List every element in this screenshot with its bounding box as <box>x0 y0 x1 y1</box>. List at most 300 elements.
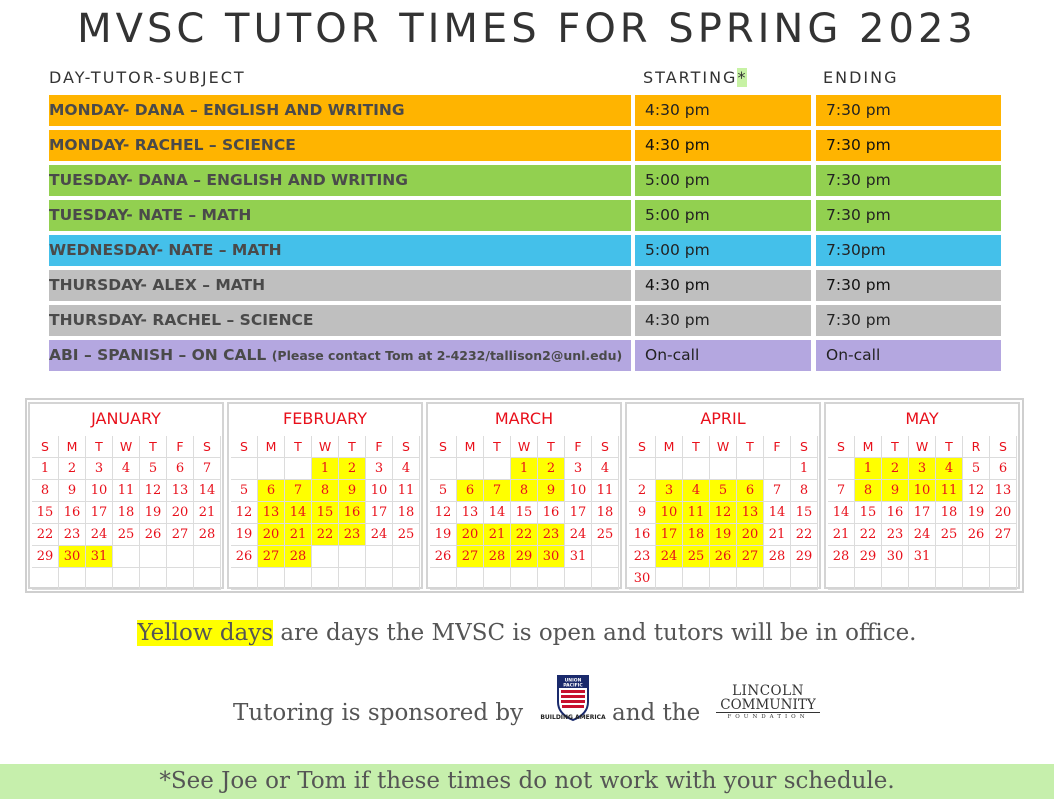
calendar-day: 13 <box>167 480 194 502</box>
calendar-day: 30 <box>538 546 565 568</box>
calendar-day: 27 <box>737 546 764 568</box>
calendar-empty-cell <box>285 568 312 590</box>
calendar-empty-cell <box>963 546 990 568</box>
calendar-empty-cell <box>339 546 366 568</box>
schedule-start-time: 4:30 pm <box>635 270 811 301</box>
calendar-day: 22 <box>855 524 882 546</box>
month-march <box>426 402 622 589</box>
calendar-empty-cell <box>990 568 1017 590</box>
calendar-day: 20 <box>258 524 285 546</box>
calendar-empty-cell <box>59 568 86 590</box>
calendar-day: 23 <box>538 524 565 546</box>
calendar-day: 31 <box>565 546 592 568</box>
schedule-start-time: On-call <box>635 340 811 371</box>
calendar-empty-cell <box>511 568 538 590</box>
union-pacific-shield-line2: PACIFIC <box>563 683 583 689</box>
calendar-day: 7 <box>828 480 855 502</box>
calendar-day: 29 <box>855 546 882 568</box>
weekday-header: S <box>194 436 221 458</box>
calendar-day: 27 <box>990 524 1017 546</box>
calendar-day: 10 <box>656 502 683 524</box>
month-name: JANUARY <box>91 409 161 428</box>
calendar-day: 19 <box>140 502 167 524</box>
schedule-subject-note: (Please contact Tom at 2-4232/tallison2@unl.edu) <box>271 348 623 363</box>
calendar-empty-cell <box>936 546 963 568</box>
calendar-day: 25 <box>936 524 963 546</box>
schedule-subject-label: MONDAY- DANA – ENGLISH AND WRITING <box>49 101 405 119</box>
calendar-empty-cell <box>764 458 791 480</box>
schedule-start-time: 4:30 pm <box>635 130 811 161</box>
weekday-header: M <box>258 436 285 458</box>
calendar-empty-cell <box>258 458 285 480</box>
weekday-header: S <box>592 436 619 458</box>
calendar-day: 16 <box>59 502 86 524</box>
calendar-day: 2 <box>59 458 86 480</box>
calendar-empty-cell <box>737 568 764 590</box>
calendar-day: 27 <box>167 524 194 546</box>
calendar-day: 18 <box>393 502 420 524</box>
calendar-empty-cell <box>656 568 683 590</box>
calendar-empty-cell <box>231 458 258 480</box>
calendar-day: 21 <box>764 524 791 546</box>
legend-rest: are days the MVSC is open and tutors will be in office. <box>273 620 917 646</box>
calendar-day: 8 <box>312 480 339 502</box>
legend-text <box>0 620 1054 646</box>
calendar-day: 16 <box>339 502 366 524</box>
lincoln-community-foundation-logo <box>716 684 820 722</box>
weekday-header: S <box>828 436 855 458</box>
calendar-day: 10 <box>909 480 936 502</box>
schedule-subject-label: THURSDAY- ALEX – MATH <box>49 276 266 294</box>
calendar-day: 5 <box>963 458 990 480</box>
weekday-header: T <box>339 436 366 458</box>
schedule-subject <box>49 95 631 126</box>
calendar-day: 12 <box>710 502 737 524</box>
calendar-empty-cell <box>592 568 619 590</box>
calendar-day: 2 <box>538 458 565 480</box>
sponsor-and-text: and the <box>612 700 701 726</box>
calendar-day: 18 <box>683 524 710 546</box>
calendar-day: 21 <box>828 524 855 546</box>
weekday-header: W <box>710 436 737 458</box>
calendar-empty-cell <box>194 546 221 568</box>
calendar-empty-cell <box>258 568 285 590</box>
weekday-header: T <box>285 436 312 458</box>
calendar-day: 10 <box>86 480 113 502</box>
calendar-day: 1 <box>511 458 538 480</box>
weekday-header: S <box>393 436 420 458</box>
calendar-day: 29 <box>511 546 538 568</box>
calendar-day: 21 <box>285 524 312 546</box>
calendar-day: 12 <box>430 502 457 524</box>
weekday-header: T <box>936 436 963 458</box>
schedule-subject-label: ABI – SPANISH – ON CALL <box>49 346 267 364</box>
calendar-day: 25 <box>113 524 140 546</box>
calendar-day: 11 <box>683 502 710 524</box>
calendar-day: 19 <box>710 524 737 546</box>
calendar-day: 27 <box>457 546 484 568</box>
calendar-day: 30 <box>59 546 86 568</box>
calendar-day: 24 <box>565 524 592 546</box>
calendar-day: 20 <box>737 524 764 546</box>
calendar-empty-cell <box>565 568 592 590</box>
calendar-day: 3 <box>86 458 113 480</box>
calendar-day: 4 <box>936 458 963 480</box>
calendar-empty-cell <box>430 458 457 480</box>
calendar-day: 2 <box>339 458 366 480</box>
calendar-day: 9 <box>882 480 909 502</box>
weekday-header: F <box>366 436 393 458</box>
calendar-day: 15 <box>511 502 538 524</box>
calendar-empty-cell <box>484 568 511 590</box>
calendar-empty-cell <box>828 568 855 590</box>
calendar-day: 31 <box>86 546 113 568</box>
calendar-day: 6 <box>258 480 285 502</box>
calendar-day: 23 <box>882 524 909 546</box>
lcf-line3: FOUNDATION <box>727 714 809 720</box>
calendar-day: 14 <box>285 502 312 524</box>
calendar-empty-cell <box>656 458 683 480</box>
calendar-day: 3 <box>909 458 936 480</box>
calendar-day: 7 <box>764 480 791 502</box>
schedule-subject <box>49 200 631 231</box>
calendar-day: 24 <box>656 546 683 568</box>
weekday-header: T <box>683 436 710 458</box>
calendar-day: 28 <box>194 524 221 546</box>
calendar-day: 6 <box>737 480 764 502</box>
calendar-day: 16 <box>538 502 565 524</box>
schedule-subject <box>49 305 631 336</box>
calendar-day: 20 <box>990 502 1017 524</box>
calendar-day: 9 <box>538 480 565 502</box>
calendar-day: 24 <box>909 524 936 546</box>
weekday-header: T <box>140 436 167 458</box>
month-name: MARCH <box>494 409 554 428</box>
weekday-header: F <box>565 436 592 458</box>
calendar-day: 23 <box>59 524 86 546</box>
calendar-day: 1 <box>312 458 339 480</box>
weekday-header: M <box>656 436 683 458</box>
calendar-day: 5 <box>710 480 737 502</box>
calendar-empty-cell <box>86 568 113 590</box>
sponsor-text: Tutoring is sponsored by <box>233 700 524 726</box>
calendar-empty-cell <box>312 546 339 568</box>
calendar-day: 25 <box>683 546 710 568</box>
calendar-day: 8 <box>32 480 59 502</box>
calendar-empty-cell <box>457 458 484 480</box>
weekday-header: M <box>59 436 86 458</box>
weekday-header: R <box>963 436 990 458</box>
weekday-header: F <box>764 436 791 458</box>
schedule-start-time: 5:00 pm <box>635 200 811 231</box>
calendar-day: 4 <box>113 458 140 480</box>
calendar-empty-cell <box>882 568 909 590</box>
month-january <box>28 402 224 589</box>
schedule-subject <box>49 270 631 301</box>
calendar-day: 15 <box>855 502 882 524</box>
ending-column-header: ENDING <box>823 68 899 87</box>
calendar-day: 6 <box>167 458 194 480</box>
calendar-day: 26 <box>231 546 258 568</box>
lcf-line1: LINCOLN <box>732 683 804 699</box>
calendar-day: 26 <box>963 524 990 546</box>
legend-highlight: Yellow days <box>137 620 274 646</box>
schedule-end-time: On-call <box>816 340 1001 371</box>
calendar-empty-cell <box>140 546 167 568</box>
calendar-day: 15 <box>32 502 59 524</box>
calendar-day: 6 <box>990 458 1017 480</box>
calendar-day: 7 <box>484 480 511 502</box>
weekday-header: S <box>791 436 818 458</box>
calendar-empty-cell <box>430 568 457 590</box>
calendar-day: 17 <box>565 502 592 524</box>
calendar-day: 4 <box>592 458 619 480</box>
calendar-day: 22 <box>312 524 339 546</box>
calendar-day: 22 <box>511 524 538 546</box>
schedule-end-time: 7:30 pm <box>816 200 1001 231</box>
calendar-day: 1 <box>32 458 59 480</box>
calendar-day: 16 <box>629 524 656 546</box>
calendar-day: 24 <box>366 524 393 546</box>
calendar-day: 7 <box>285 480 312 502</box>
calendar-day: 17 <box>909 502 936 524</box>
calendar-empty-cell <box>592 546 619 568</box>
calendar-day: 6 <box>457 480 484 502</box>
calendar-empty-cell <box>194 568 221 590</box>
month-may <box>824 402 1020 589</box>
subject-column-header: DAY-TUTOR-SUBJECT <box>49 68 246 87</box>
calendar-day: 7 <box>194 458 221 480</box>
calendar-empty-cell <box>393 568 420 590</box>
calendar-day: 24 <box>86 524 113 546</box>
calendar-day: 8 <box>791 480 818 502</box>
weekday-header: M <box>457 436 484 458</box>
calendar-day: 14 <box>828 502 855 524</box>
calendar-day: 3 <box>656 480 683 502</box>
calendar-day: 11 <box>592 480 619 502</box>
calendar-day: 20 <box>167 502 194 524</box>
schedule-subject <box>49 235 631 266</box>
calendar-day: 13 <box>258 502 285 524</box>
calendar-day: 18 <box>113 502 140 524</box>
weekday-header: W <box>511 436 538 458</box>
calendar-empty-cell <box>366 568 393 590</box>
calendar-day: 15 <box>791 502 818 524</box>
schedule-subject-label: TUESDAY- DANA – ENGLISH AND WRITING <box>49 171 408 189</box>
starting-asterisk: * <box>737 68 748 87</box>
calendar-day: 1 <box>855 458 882 480</box>
calendar-empty-cell <box>710 458 737 480</box>
calendar-day: 14 <box>194 480 221 502</box>
calendar-empty-cell <box>683 568 710 590</box>
calendar-empty-cell <box>629 458 656 480</box>
schedule-end-time: 7:30pm <box>816 235 1001 266</box>
schedule-start-time: 5:00 pm <box>635 165 811 196</box>
calendar-empty-cell <box>484 458 511 480</box>
weekday-header: S <box>430 436 457 458</box>
calendar-day: 25 <box>393 524 420 546</box>
calendar-day: 12 <box>140 480 167 502</box>
calendar-day: 23 <box>629 546 656 568</box>
calendar-day: 31 <box>909 546 936 568</box>
calendar-day: 5 <box>140 458 167 480</box>
calendar-empty-cell <box>936 568 963 590</box>
calendar-day: 5 <box>430 480 457 502</box>
calendar-empty-cell <box>710 568 737 590</box>
calendar-day: 22 <box>791 524 818 546</box>
schedule-subject-label: WEDNESDAY- NATE – MATH <box>49 241 282 259</box>
calendar-empty-cell <box>764 568 791 590</box>
weekday-header: T <box>538 436 565 458</box>
schedule-subject-label: TUESDAY- NATE – MATH <box>49 206 252 224</box>
weekday-header: S <box>32 436 59 458</box>
calendar-day: 26 <box>430 546 457 568</box>
calendar-day: 10 <box>565 480 592 502</box>
schedule-end-time: 7:30 pm <box>816 305 1001 336</box>
calendar-day: 17 <box>86 502 113 524</box>
calendar-day: 28 <box>828 546 855 568</box>
schedule-start-time: 4:30 pm <box>635 95 811 126</box>
calendar-empty-cell <box>538 568 565 590</box>
calendar-day: 14 <box>764 502 791 524</box>
weekday-header: T <box>737 436 764 458</box>
calendar-day: 13 <box>990 480 1017 502</box>
calendar-day: 25 <box>592 524 619 546</box>
schedule-start-time: 4:30 pm <box>635 305 811 336</box>
calendar-empty-cell <box>167 546 194 568</box>
calendar-day: 11 <box>936 480 963 502</box>
lcf-line2: COMMUNITY <box>716 698 820 713</box>
calendar-day: 9 <box>59 480 86 502</box>
calendar-day: 18 <box>936 502 963 524</box>
calendar-day: 9 <box>339 480 366 502</box>
calendar <box>25 398 1024 593</box>
calendar-day: 23 <box>339 524 366 546</box>
calendar-day: 9 <box>629 502 656 524</box>
union-pacific-shield-line1: UNION <box>564 678 582 684</box>
calendar-day: 1 <box>791 458 818 480</box>
weekday-header: S <box>990 436 1017 458</box>
calendar-day: 4 <box>393 458 420 480</box>
calendar-empty-cell <box>167 568 194 590</box>
weekday-header: S <box>629 436 656 458</box>
schedule-subject-label: THURSDAY- RACHEL – SCIENCE <box>49 311 314 329</box>
weekday-header: W <box>909 436 936 458</box>
calendar-day: 27 <box>258 546 285 568</box>
calendar-day: 26 <box>140 524 167 546</box>
calendar-day: 8 <box>511 480 538 502</box>
calendar-day: 30 <box>629 568 656 590</box>
calendar-day: 16 <box>882 502 909 524</box>
calendar-empty-cell <box>393 546 420 568</box>
calendar-day: 18 <box>592 502 619 524</box>
calendar-day: 13 <box>457 502 484 524</box>
month-name: FEBRUARY <box>283 409 367 428</box>
schedule-subject <box>49 130 631 161</box>
calendar-day: 11 <box>393 480 420 502</box>
weekday-header: T <box>86 436 113 458</box>
schedule-end-time: 7:30 pm <box>816 270 1001 301</box>
calendar-day: 3 <box>565 458 592 480</box>
calendar-empty-cell <box>231 568 258 590</box>
calendar-empty-cell <box>909 568 936 590</box>
calendar-day: 13 <box>737 502 764 524</box>
calendar-day: 22 <box>32 524 59 546</box>
calendar-empty-cell <box>683 458 710 480</box>
calendar-day: 2 <box>629 480 656 502</box>
calendar-day: 28 <box>764 546 791 568</box>
calendar-day: 14 <box>484 502 511 524</box>
calendar-day: 21 <box>484 524 511 546</box>
calendar-empty-cell <box>737 458 764 480</box>
calendar-day: 11 <box>113 480 140 502</box>
calendar-day: 28 <box>285 546 312 568</box>
calendar-empty-cell <box>339 568 366 590</box>
schedule-end-time: 7:30 pm <box>816 165 1001 196</box>
calendar-empty-cell <box>990 546 1017 568</box>
calendar-day: 15 <box>312 502 339 524</box>
calendar-day: 29 <box>32 546 59 568</box>
calendar-empty-cell <box>113 546 140 568</box>
calendar-empty-cell <box>285 458 312 480</box>
calendar-day: 19 <box>963 502 990 524</box>
page-title: MVSC TUTOR TIMES FOR SPRING 2023 <box>77 6 977 52</box>
calendar-empty-cell <box>366 546 393 568</box>
calendar-day: 3 <box>366 458 393 480</box>
calendar-empty-cell <box>32 568 59 590</box>
schedule-end-time: 7:30 pm <box>816 130 1001 161</box>
month-name: MAY <box>905 409 939 428</box>
calendar-day: 28 <box>484 546 511 568</box>
calendar-empty-cell <box>113 568 140 590</box>
union-pacific-tagline: BUILDING AMERICA <box>540 714 606 721</box>
calendar-day: 29 <box>791 546 818 568</box>
calendar-day: 12 <box>231 502 258 524</box>
calendar-day: 20 <box>457 524 484 546</box>
calendar-day: 8 <box>855 480 882 502</box>
calendar-day: 19 <box>430 524 457 546</box>
calendar-empty-cell <box>963 568 990 590</box>
calendar-empty-cell <box>791 568 818 590</box>
calendar-day: 4 <box>683 480 710 502</box>
starting-column-header <box>643 68 747 87</box>
calendar-day: 5 <box>231 480 258 502</box>
weekday-header: T <box>484 436 511 458</box>
calendar-day: 21 <box>194 502 221 524</box>
calendar-empty-cell <box>855 568 882 590</box>
calendar-empty-cell <box>457 568 484 590</box>
month-name: APRIL <box>700 409 746 428</box>
footer-note: *See Joe or Tom if these times do not work with your schedule. <box>0 764 1054 799</box>
schedule-end-time: 7:30 pm <box>816 95 1001 126</box>
schedule-start-time: 5:00 pm <box>635 235 811 266</box>
calendar-day: 30 <box>882 546 909 568</box>
calendar-empty-cell <box>312 568 339 590</box>
starting-header-label: STARTING <box>643 68 738 87</box>
calendar-day: 19 <box>231 524 258 546</box>
month-february <box>227 402 423 589</box>
calendar-day: 12 <box>963 480 990 502</box>
calendar-day: 17 <box>366 502 393 524</box>
weekday-header: M <box>855 436 882 458</box>
schedule-subject-label: MONDAY- RACHEL – SCIENCE <box>49 136 296 154</box>
weekday-header: S <box>231 436 258 458</box>
calendar-empty-cell <box>140 568 167 590</box>
schedule-subject <box>49 340 631 371</box>
calendar-day: 2 <box>882 458 909 480</box>
calendar-day: 17 <box>656 524 683 546</box>
weekday-header: W <box>312 436 339 458</box>
